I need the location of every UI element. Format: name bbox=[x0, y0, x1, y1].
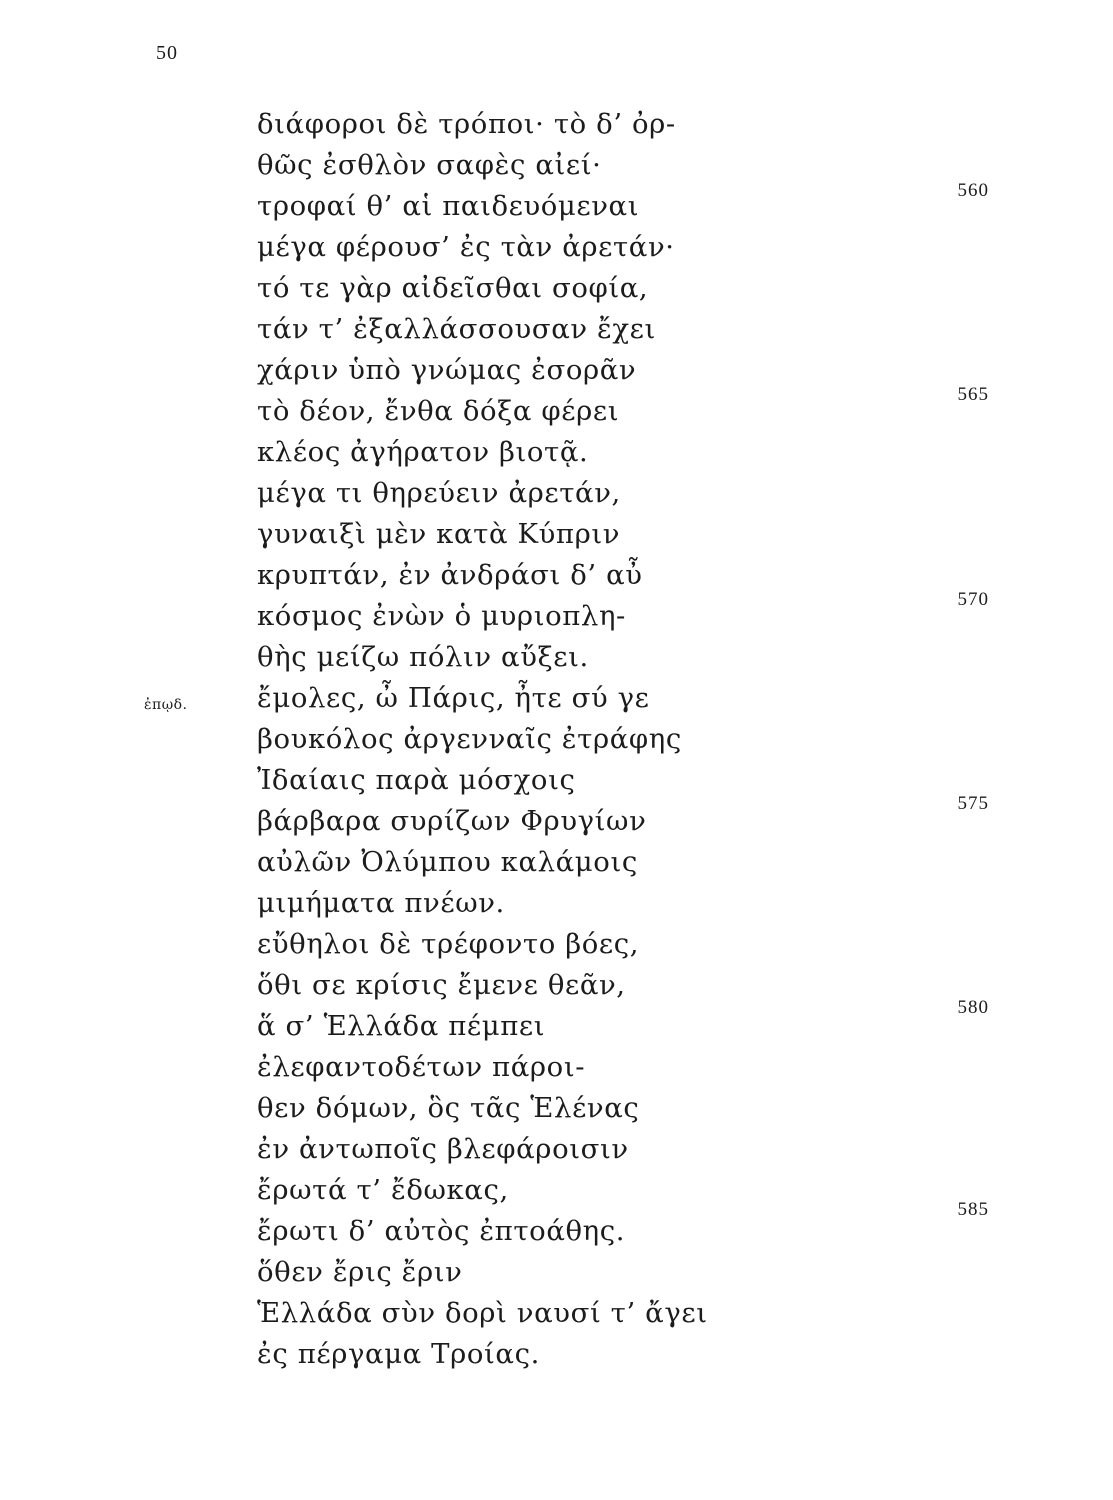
verse-line: ἅ σ’ Ἑλλάδα πέμπει bbox=[257, 1010, 546, 1042]
line-number-575: 575 bbox=[957, 793, 989, 814]
line-number-565: 565 bbox=[957, 384, 989, 405]
verse-line: ἔμολες, ὦ Πάρις, ἦτε σύ γε bbox=[257, 682, 650, 714]
verse-line: ὅθι σε κρίσις ἔμενε θεᾶν, bbox=[257, 969, 626, 1001]
verse-line: μέγα τι θηρεύειν ἀρετάν, bbox=[257, 477, 621, 509]
verse-line: Ἑλλάδα σὺν δορὶ ναυσί τ’ ἄγει bbox=[257, 1297, 708, 1329]
verse-line: τάν τ’ ἐξαλλάσσουσαν ἔχει bbox=[257, 313, 656, 345]
line-number-570: 570 bbox=[957, 589, 989, 610]
verse-line: Ἰδαίαις παρὰ μόσχοις bbox=[257, 764, 576, 796]
verse-line: μέγα φέρουσ’ ἐς τὰν ἀρετάν· bbox=[257, 231, 675, 263]
verse-line: ἐλεφαντοδέτων πάροι- bbox=[257, 1051, 586, 1083]
verse-line: ἐν ἀντωποῖς βλεφάροισιν bbox=[257, 1133, 629, 1165]
verse-line: τὸ δέον, ἔνθα δόξα φέρει bbox=[257, 395, 620, 427]
verse-line: ὅθεν ἔρις ἔριν bbox=[257, 1256, 463, 1288]
verse-line: κρυπτάν, ἐν ἀνδράσι δ’ αὖ bbox=[257, 559, 643, 591]
verse-line: βουκόλος ἀργενναῖς ἐτράφης bbox=[257, 723, 682, 755]
verse-line: θὴς μείζω πόλιν αὔξει. bbox=[257, 641, 589, 673]
verse-line: γυναιξὶ μὲν κατὰ Κύπριν bbox=[257, 518, 621, 550]
verse-line: τροφαί θ’ αἱ παιδευόμεναι bbox=[257, 190, 640, 222]
verse-line: κλέος ἀγήρατον βιοτᾷ. bbox=[257, 436, 589, 468]
verse-line: χάριν ὑπὸ γνώμας ἐσορᾶν bbox=[257, 354, 637, 386]
line-number-585: 585 bbox=[957, 1199, 989, 1220]
verse-line: θῶς ἐσθλὸν σαφὲς αἰεί· bbox=[257, 149, 602, 181]
verse-line: αὐλῶν Ὀλύμπου καλάμοις bbox=[257, 846, 638, 878]
section-label-epode: ἐπῳδ. bbox=[144, 697, 188, 713]
verse-line: ἔρωτά τ’ ἔδωκας, bbox=[257, 1174, 509, 1206]
verse-line: ἐς πέργαμα Τροίας. bbox=[257, 1338, 540, 1370]
verse-line: βάρβαρα συρίζων Φρυγίων bbox=[257, 805, 647, 837]
line-number-580: 580 bbox=[957, 997, 989, 1018]
verse-line: κόσμος ἐνὼν ὁ μυριοπλη- bbox=[257, 600, 626, 632]
verse-line: διάφοροι δὲ τρόποι· τὸ δ’ ὀρ- bbox=[257, 108, 676, 140]
verse-line: εὔθηλοι δὲ τρέφοντο βόες, bbox=[257, 928, 640, 960]
verse-line: μιμήματα πνέων. bbox=[257, 887, 505, 919]
verse-line: τό τε γὰρ αἰδεῖσθαι σοφία, bbox=[257, 272, 649, 304]
page-number: 50 bbox=[156, 42, 178, 64]
verse-line: θεν δόμων, ὃς τᾶς Ἑλένας bbox=[257, 1092, 640, 1124]
line-number-560: 560 bbox=[957, 180, 989, 201]
verse-line: ἔρωτι δ’ αὐτὸς ἐπτοάθης. bbox=[257, 1215, 626, 1247]
